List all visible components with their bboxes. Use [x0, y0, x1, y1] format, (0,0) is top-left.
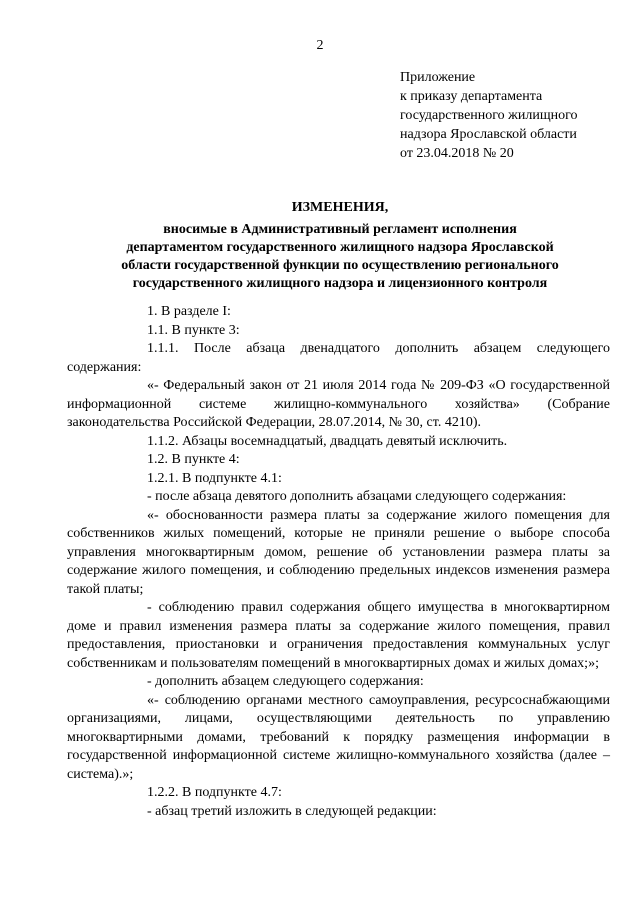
appendix-line: государственного жилищного [400, 108, 578, 123]
paragraph: 1.2.1. В подпункте 4.1: [147, 470, 282, 486]
title-heading: ИЗМЕНЕНИЯ, [291, 200, 389, 215]
title-line: вносимые в Административный регламент исполнения [163, 222, 517, 237]
document-title [80, 199, 600, 293]
paragraph: - после абзаца девятого дополнить абзацами следующего содержания: [147, 489, 567, 504]
paragraph: - абзац третий изложить в следующей редакции: [147, 803, 437, 819]
paragraph: - соблюдению правил содержания общего имущества в многоквартирном доме и правил изменения размера платы за содержание жилого помещения, правил предоставления, приостановки и ограничения предоставления коммунальных услуг собственникам и пользователям помещений в многоквартирных домах и жилых домах;»; [67, 600, 610, 671]
appendix-line: надзора Ярославской области [400, 127, 577, 142]
paragraph: 1.1. В пункте 3: [147, 322, 240, 338]
title-line: области государственной функции по осуществлению регионального [121, 258, 559, 273]
paragraph: - дополнить абзацем следующего содержания: [147, 674, 424, 689]
page-number: 2 [316, 38, 324, 53]
appendix-line: от 23.04.2018 № 20 [400, 146, 514, 161]
paragraph: 1.2.2. В подпункте 4.7: [147, 785, 282, 800]
paragraph: 1.2. В пункте 4: [147, 452, 240, 467]
appendix-line: к приказу департамента [400, 89, 543, 104]
appendix-block [400, 68, 578, 163]
paragraph: «- обоснованности размера платы за содержание жилого помещения для собственников жилых помещений, которые не приняли решение о выборе способа управления многоквартирным домом, решение об установлении размера платы за содержание жилого помещения, и соблюдению предельных индексов изменения размера такой платы; [67, 507, 610, 597]
paragraph: «- Федеральный закон от 21 июля 2014 года № 209-ФЗ «О государственной информационной системе жилищно-коммунального хозяйства» (Собрание законодательства Российской Федерации, 28.07.2014, № 30, ст. 4210). [67, 378, 610, 430]
paragraph: «- соблюдению органами местного самоуправления, ресурсоснабжающими организациями, лицами, осуществляющими деятельность по управлению многоквартирными домами, требований к порядку размещения информации в государственной информационной системе жилищно-коммунального хозяйства (далее – система).»; [67, 692, 610, 782]
title-line: государственного жилищного надзора и лицензионного контроля [132, 276, 548, 291]
document-body [67, 303, 610, 821]
paragraph: 1.1.1. После абзаца двенадцатого дополнить абзацем следующего содержания: [67, 341, 610, 375]
paragraph: 1.1.2. Абзацы восемнадцатый, двадцать девятый исключить. [147, 433, 508, 449]
paragraph: 1. В разделе I: [147, 304, 231, 319]
title-line: департаментом государственного жилищного надзора Ярославской [126, 240, 554, 255]
appendix-line: Приложение [400, 70, 476, 85]
